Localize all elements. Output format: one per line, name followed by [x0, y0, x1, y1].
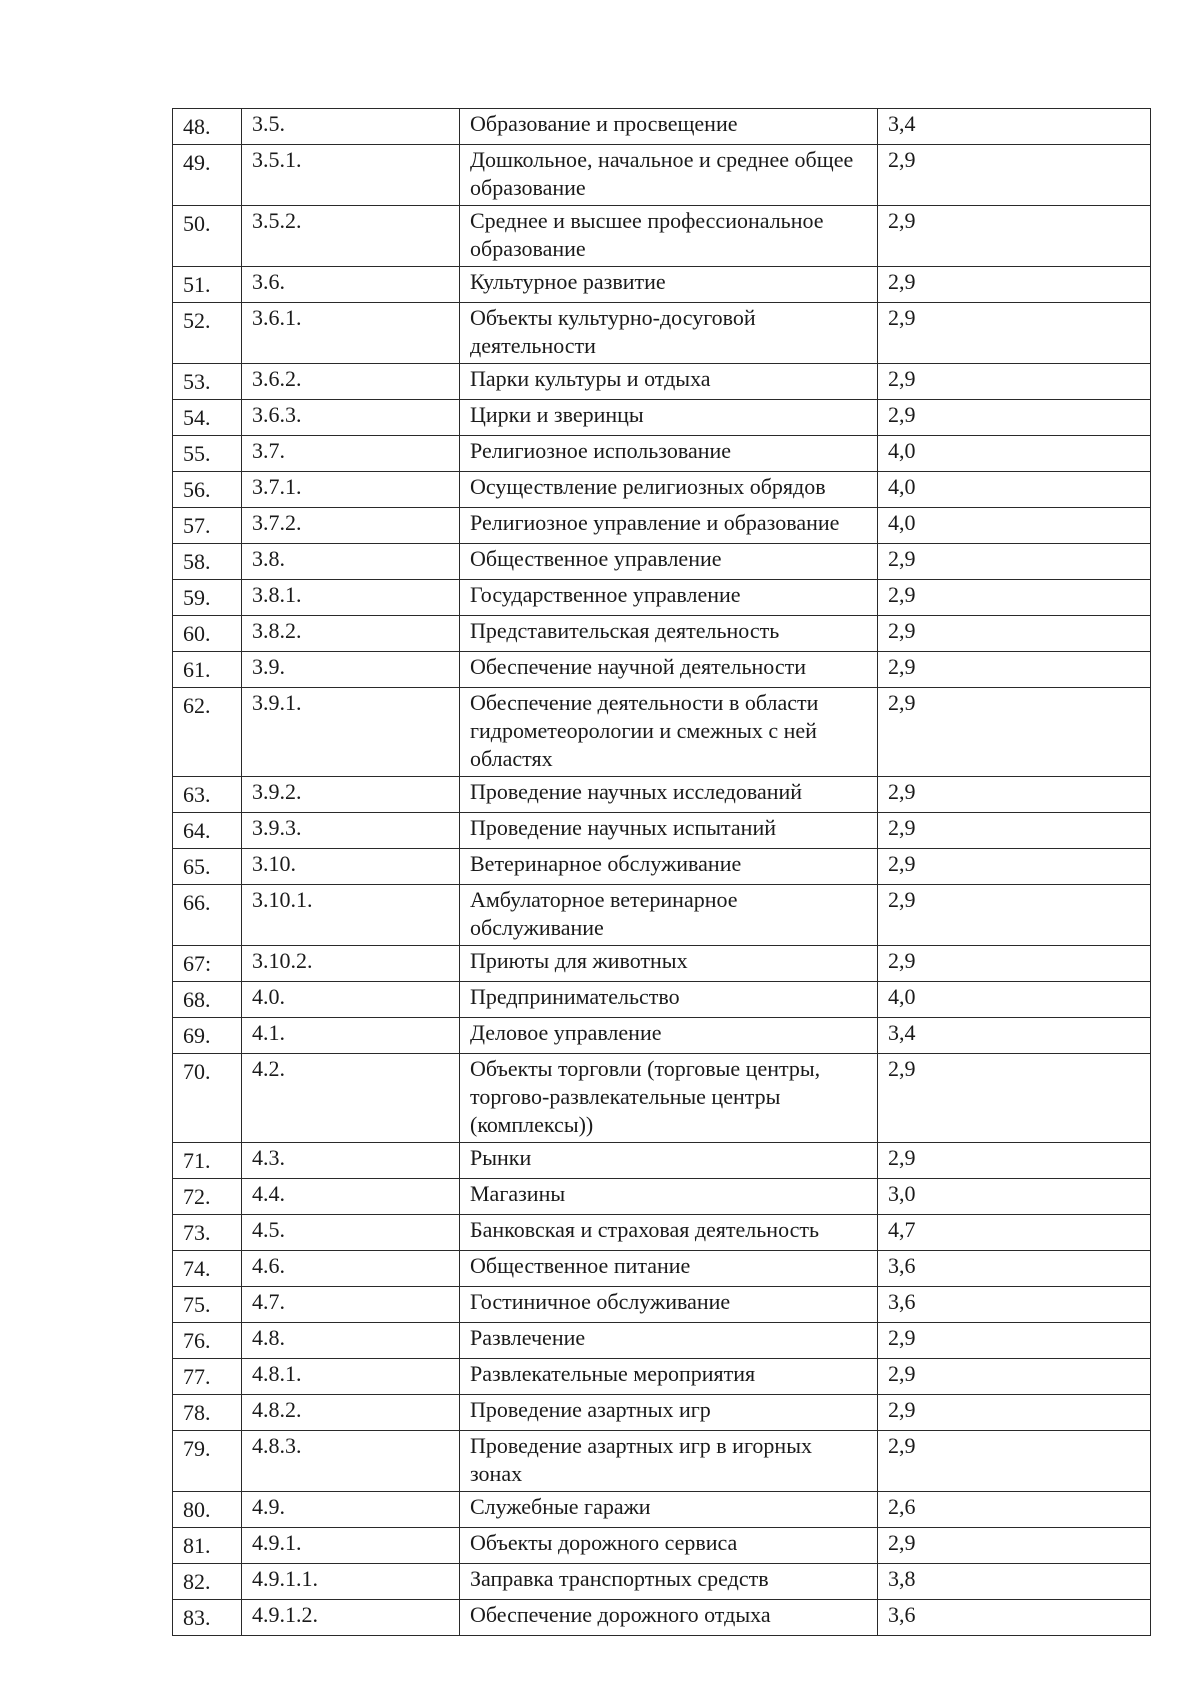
table-row — [173, 813, 1151, 849]
row-number: 77. — [183, 1364, 211, 1389]
table-row — [173, 982, 1151, 1018]
use-name: Обеспечение дорожного отдыха — [460, 1600, 878, 1636]
row-number: 57. — [183, 513, 211, 538]
coefficient: 2,9 — [878, 885, 1151, 946]
coefficient: 4,0 — [878, 982, 1151, 1018]
row-number: 61. — [183, 657, 211, 682]
coefficient: 2,9 — [878, 303, 1151, 364]
table-row — [173, 1395, 1151, 1431]
row-number: 48. — [183, 114, 211, 139]
row-number-cell — [173, 1215, 242, 1251]
coefficient: 2,9 — [878, 364, 1151, 400]
table-row — [173, 1287, 1151, 1323]
use-name: Проведение азартных игр — [460, 1395, 878, 1431]
use-code: 3.5.1. — [242, 145, 460, 206]
table-row — [173, 688, 1151, 777]
table-row — [173, 1359, 1151, 1395]
coefficient: 2,9 — [878, 400, 1151, 436]
row-number: 59. — [183, 585, 211, 610]
row-number-cell — [173, 1287, 242, 1323]
row-number-cell — [173, 1395, 242, 1431]
row-number-cell — [173, 472, 242, 508]
use-name: Заправка транспортных средств — [460, 1564, 878, 1600]
row-number-cell — [173, 580, 242, 616]
table-row — [173, 580, 1151, 616]
row-number: 70. — [183, 1059, 211, 1084]
use-code: 3.7.2. — [242, 508, 460, 544]
row-number-cell — [173, 508, 242, 544]
row-number: 50. — [183, 211, 211, 236]
row-number: 51. — [183, 272, 211, 297]
table-row — [173, 267, 1151, 303]
coefficient: 3,6 — [878, 1600, 1151, 1636]
table-row — [173, 145, 1151, 206]
coefficient: 2,9 — [878, 1359, 1151, 1395]
row-number: 66. — [183, 890, 211, 915]
row-number: 68. — [183, 987, 211, 1012]
use-name: Объекты торговли (торговые центры, торгово-развлекательные центры (комплексы)) — [460, 1054, 878, 1143]
use-name: Амбулаторное ветеринарное обслуживание — [460, 885, 878, 946]
coefficient: 2,9 — [878, 544, 1151, 580]
row-number: 64. — [183, 818, 211, 843]
table-row — [173, 1431, 1151, 1492]
row-number-cell — [173, 206, 242, 267]
coefficient: 2,9 — [878, 946, 1151, 982]
use-code: 3.9.3. — [242, 813, 460, 849]
coefficient: 4,0 — [878, 508, 1151, 544]
row-number: 76. — [183, 1328, 211, 1353]
row-number-cell — [173, 1323, 242, 1359]
coefficient: 2,9 — [878, 1431, 1151, 1492]
use-name: Рынки — [460, 1143, 878, 1179]
use-code: 4.7. — [242, 1287, 460, 1323]
table-row — [173, 206, 1151, 267]
row-number-cell — [173, 1179, 242, 1215]
table-row — [173, 1143, 1151, 1179]
table-row — [173, 436, 1151, 472]
coefficient: 2,9 — [878, 1054, 1151, 1143]
use-code: 4.8.2. — [242, 1395, 460, 1431]
row-number-cell — [173, 813, 242, 849]
use-code: 3.8.2. — [242, 616, 460, 652]
row-number: 75. — [183, 1292, 211, 1317]
coefficient: 2,9 — [878, 688, 1151, 777]
table-row — [173, 1564, 1151, 1600]
table-row — [173, 544, 1151, 580]
use-code: 3.6.1. — [242, 303, 460, 364]
coefficient: 2,9 — [878, 652, 1151, 688]
row-number: 78. — [183, 1400, 211, 1425]
table-row — [173, 1215, 1151, 1251]
row-number-cell — [173, 1251, 242, 1287]
row-number: 58. — [183, 549, 211, 574]
table-row — [173, 1179, 1151, 1215]
use-name: Магазины — [460, 1179, 878, 1215]
use-name: Объекты культурно-досуговой деятельности — [460, 303, 878, 364]
coefficient: 3,6 — [878, 1251, 1151, 1287]
table-row — [173, 109, 1151, 145]
row-number-cell — [173, 1564, 242, 1600]
coefficient: 3,4 — [878, 109, 1151, 145]
row-number-cell — [173, 982, 242, 1018]
row-number: 74. — [183, 1256, 211, 1281]
row-number-cell — [173, 849, 242, 885]
row-number-cell — [173, 436, 242, 472]
coefficient: 2,9 — [878, 1323, 1151, 1359]
use-code: 4.5. — [242, 1215, 460, 1251]
table-row — [173, 364, 1151, 400]
row-number: 49. — [183, 150, 211, 175]
row-number: 69. — [183, 1023, 211, 1048]
row-number: 79. — [183, 1436, 211, 1461]
row-number-cell — [173, 688, 242, 777]
row-number: 73. — [183, 1220, 211, 1245]
use-name: Объекты дорожного сервиса — [460, 1528, 878, 1564]
table-row — [173, 1600, 1151, 1636]
use-name: Деловое управление — [460, 1018, 878, 1054]
row-number: 53. — [183, 369, 211, 394]
use-name: Проведение научных испытаний — [460, 813, 878, 849]
use-name: Ветеринарное обслуживание — [460, 849, 878, 885]
row-number-cell — [173, 303, 242, 364]
row-number: 54. — [183, 405, 211, 430]
use-code: 3.6. — [242, 267, 460, 303]
table-row — [173, 849, 1151, 885]
coefficient: 2,9 — [878, 1528, 1151, 1564]
coefficient: 2,9 — [878, 1395, 1151, 1431]
coefficient: 2,9 — [878, 580, 1151, 616]
use-name: Проведение научных исследований — [460, 777, 878, 813]
row-number-cell — [173, 400, 242, 436]
table-row — [173, 616, 1151, 652]
use-name: Осуществление религиозных обрядов — [460, 472, 878, 508]
row-number-cell — [173, 1143, 242, 1179]
use-name: Развлекательные мероприятия — [460, 1359, 878, 1395]
table-row — [173, 303, 1151, 364]
table-body — [173, 109, 1151, 1636]
row-number: 63. — [183, 782, 211, 807]
use-name: Развлечение — [460, 1323, 878, 1359]
row-number-cell — [173, 1054, 242, 1143]
use-code: 3.10. — [242, 849, 460, 885]
use-name: Приюты для животных — [460, 946, 878, 982]
coefficient: 2,9 — [878, 777, 1151, 813]
row-number: 60. — [183, 621, 211, 646]
row-number: 55. — [183, 441, 211, 466]
use-name: Обеспечение научной деятельности — [460, 652, 878, 688]
row-number-cell — [173, 777, 242, 813]
table-row — [173, 1251, 1151, 1287]
land-use-coefficient-table — [172, 108, 1151, 1636]
table-row — [173, 777, 1151, 813]
use-code: 3.10.2. — [242, 946, 460, 982]
use-code: 3.5. — [242, 109, 460, 145]
row-number-cell — [173, 364, 242, 400]
table-row — [173, 508, 1151, 544]
coefficient: 3,0 — [878, 1179, 1151, 1215]
row-number-cell — [173, 946, 242, 982]
use-code: 4.0. — [242, 982, 460, 1018]
row-number: 80. — [183, 1497, 211, 1522]
use-name: Представительская деятельность — [460, 616, 878, 652]
use-code: 4.8.3. — [242, 1431, 460, 1492]
use-name: Обеспечение деятельности в области гидрометеорологии и смежных с ней областях — [460, 688, 878, 777]
use-code: 4.6. — [242, 1251, 460, 1287]
row-number-cell — [173, 616, 242, 652]
row-number: 52. — [183, 308, 211, 333]
use-code: 4.9.1. — [242, 1528, 460, 1564]
row-number: 81. — [183, 1533, 211, 1558]
coefficient: 2,6 — [878, 1492, 1151, 1528]
use-name: Предпринимательство — [460, 982, 878, 1018]
row-number: 67: — [183, 951, 212, 976]
use-name: Религиозное управление и образование — [460, 508, 878, 544]
use-code: 3.9.1. — [242, 688, 460, 777]
row-number-cell — [173, 1600, 242, 1636]
coefficient: 4,0 — [878, 436, 1151, 472]
table-row — [173, 1528, 1151, 1564]
table-row — [173, 1323, 1151, 1359]
row-number-cell — [173, 1492, 242, 1528]
use-name: Цирки и зверинцы — [460, 400, 878, 436]
use-name: Гостиничное обслуживание — [460, 1287, 878, 1323]
coefficient: 2,9 — [878, 1143, 1151, 1179]
use-code: 4.1. — [242, 1018, 460, 1054]
use-code: 3.7.1. — [242, 472, 460, 508]
row-number-cell — [173, 544, 242, 580]
use-name: Культурное развитие — [460, 267, 878, 303]
row-number-cell — [173, 652, 242, 688]
use-code: 4.8. — [242, 1323, 460, 1359]
row-number-cell — [173, 1359, 242, 1395]
row-number: 72. — [183, 1184, 211, 1209]
row-number: 82. — [183, 1569, 211, 1594]
coefficient: 2,9 — [878, 616, 1151, 652]
coefficient: 4,0 — [878, 472, 1151, 508]
row-number-cell — [173, 1431, 242, 1492]
row-number: 56. — [183, 477, 211, 502]
use-name: Банковская и страховая деятельность — [460, 1215, 878, 1251]
use-code: 3.7. — [242, 436, 460, 472]
coefficient: 2,9 — [878, 849, 1151, 885]
use-code: 4.2. — [242, 1054, 460, 1143]
use-code: 3.5.2. — [242, 206, 460, 267]
use-name: Проведение азартных игр в игорных зонах — [460, 1431, 878, 1492]
use-code: 3.9.2. — [242, 777, 460, 813]
use-code: 3.8. — [242, 544, 460, 580]
use-name: Государственное управление — [460, 580, 878, 616]
use-code: 4.9.1.1. — [242, 1564, 460, 1600]
row-number: 65. — [183, 854, 211, 879]
use-name: Общественное питание — [460, 1251, 878, 1287]
use-name: Служебные гаражи — [460, 1492, 878, 1528]
table-row — [173, 885, 1151, 946]
use-name: Среднее и высшее профессиональное образование — [460, 206, 878, 267]
use-code: 3.6.3. — [242, 400, 460, 436]
use-code: 4.9.1.2. — [242, 1600, 460, 1636]
row-number: 71. — [183, 1148, 211, 1173]
use-code: 4.3. — [242, 1143, 460, 1179]
use-name: Общественное управление — [460, 544, 878, 580]
coefficient: 3,6 — [878, 1287, 1151, 1323]
coefficient: 2,9 — [878, 813, 1151, 849]
row-number-cell — [173, 267, 242, 303]
table-row — [173, 472, 1151, 508]
row-number-cell — [173, 145, 242, 206]
use-name: Дошкольное, начальное и среднее общее образование — [460, 145, 878, 206]
row-number-cell — [173, 109, 242, 145]
coefficient: 2,9 — [878, 145, 1151, 206]
table-row — [173, 1018, 1151, 1054]
use-name: Религиозное использование — [460, 436, 878, 472]
row-number: 62. — [183, 693, 211, 718]
use-code: 4.8.1. — [242, 1359, 460, 1395]
table-row — [173, 400, 1151, 436]
use-name: Образование и просвещение — [460, 109, 878, 145]
coefficient: 3,4 — [878, 1018, 1151, 1054]
table-row — [173, 1054, 1151, 1143]
use-code: 3.10.1. — [242, 885, 460, 946]
use-code: 4.9. — [242, 1492, 460, 1528]
coefficient: 4,7 — [878, 1215, 1151, 1251]
use-code: 3.8.1. — [242, 580, 460, 616]
table-row — [173, 1492, 1151, 1528]
use-code: 3.9. — [242, 652, 460, 688]
row-number: 83. — [183, 1605, 211, 1630]
table-row — [173, 946, 1151, 982]
row-number-cell — [173, 1018, 242, 1054]
coefficient: 2,9 — [878, 206, 1151, 267]
row-number-cell — [173, 885, 242, 946]
table-row — [173, 652, 1151, 688]
row-number-cell — [173, 1528, 242, 1564]
use-name: Парки культуры и отдыха — [460, 364, 878, 400]
use-code: 3.6.2. — [242, 364, 460, 400]
coefficient: 3,8 — [878, 1564, 1151, 1600]
coefficient: 2,9 — [878, 267, 1151, 303]
use-code: 4.4. — [242, 1179, 460, 1215]
